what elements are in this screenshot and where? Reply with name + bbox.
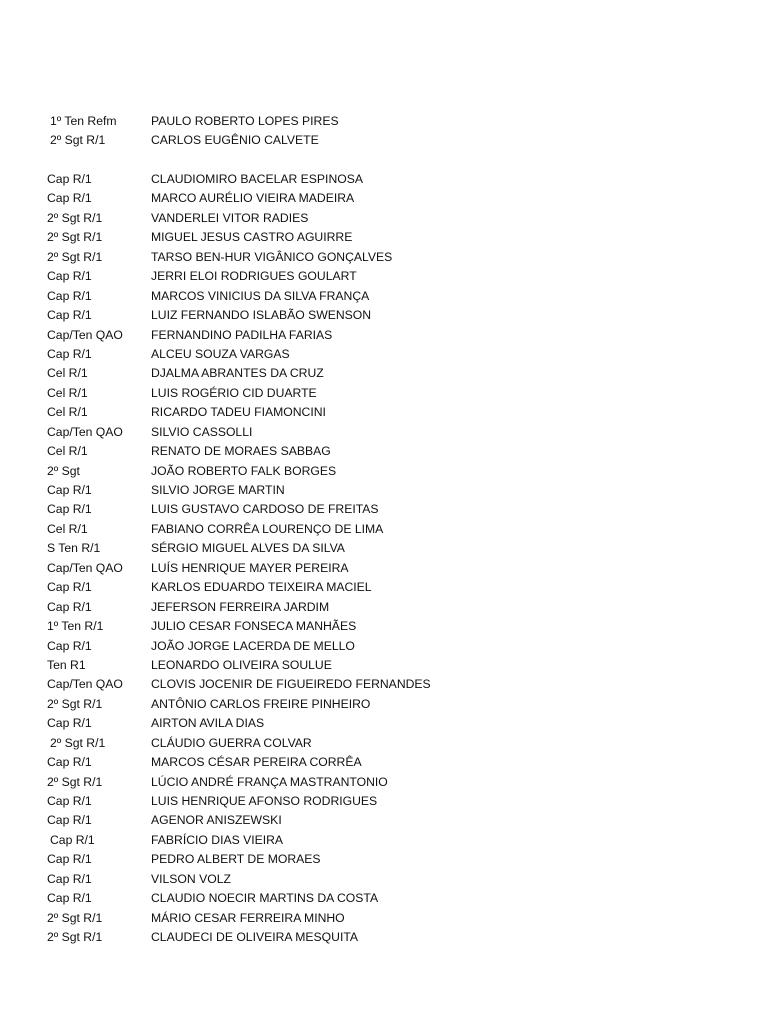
name-cell: LUIZ FERNANDO ISLABÃO SWENSON bbox=[151, 308, 372, 323]
list-item bbox=[47, 656, 727, 675]
name-cell: FABRÍCIO DIAS VIEIRA bbox=[151, 832, 284, 847]
name-cell: ANTÔNIO CARLOS FREIRE PINHEIRO bbox=[151, 696, 371, 711]
rank-cell: Cap/Ten QAO bbox=[47, 677, 123, 692]
name-cell: SILVIO CASSOLLI bbox=[151, 424, 253, 439]
rank-cell: Cap R/1 bbox=[47, 346, 92, 361]
name-cell: CLAUDECI DE OLIVEIRA MESQUITA bbox=[151, 930, 359, 945]
rank-cell: 2º Sgt R/1 bbox=[47, 210, 103, 225]
list-item bbox=[47, 481, 727, 500]
name-cell: RICARDO TADEU FIAMONCINI bbox=[151, 405, 326, 420]
list-item bbox=[47, 248, 727, 267]
rank-cell: Cap R/1 bbox=[47, 269, 92, 284]
list-item bbox=[47, 695, 727, 714]
list-item bbox=[47, 637, 727, 656]
rank-cell: Cel R/1 bbox=[47, 444, 88, 459]
name-cell: PEDRO ALBERT DE MORAES bbox=[151, 852, 321, 867]
list-item bbox=[47, 909, 727, 928]
name-cell: FABIANO CORRÊA LOURENÇO DE LIMA bbox=[151, 521, 384, 536]
list-item bbox=[47, 403, 727, 422]
name-cell: CLOVIS JOCENIR DE FIGUEIREDO FERNANDES bbox=[151, 677, 431, 692]
list-item bbox=[47, 928, 727, 947]
rank-cell: Cel R/1 bbox=[47, 366, 88, 381]
list-item bbox=[47, 345, 727, 364]
name-cell: JOÃO JORGE LACERDA DE MELLO bbox=[151, 638, 355, 653]
list-item bbox=[47, 520, 727, 539]
rank-cell: Cap R/1 bbox=[47, 716, 92, 731]
list-item bbox=[47, 539, 727, 558]
list-item bbox=[47, 617, 727, 636]
name-cell: CLAUDIO NOECIR MARTINS DA COSTA bbox=[151, 891, 379, 906]
list-item bbox=[47, 792, 727, 811]
name-cell: SILVIO JORGE MARTIN bbox=[151, 483, 285, 497]
rank-cell: Ten R1 bbox=[47, 657, 86, 672]
personnel-list-main bbox=[47, 170, 727, 948]
list-item bbox=[47, 811, 727, 830]
rank-cell: Cap/Ten QAO bbox=[47, 424, 123, 439]
list-item bbox=[47, 870, 727, 889]
list-item bbox=[47, 189, 727, 208]
rank-cell: Cel R/1 bbox=[47, 521, 88, 536]
name-cell: JOÃO ROBERTO FALK BORGES bbox=[151, 463, 337, 478]
name-cell: MARCOS VINICIUS DA SILVA FRANÇA bbox=[151, 288, 370, 303]
list-item bbox=[47, 462, 727, 481]
name-cell: LEONARDO OLIVEIRA SOULUE bbox=[151, 657, 332, 672]
name-cell: MÁRIO CESAR FERREIRA MINHO bbox=[151, 910, 345, 925]
rank-cell: Cap R/1 bbox=[47, 580, 92, 595]
list-item bbox=[47, 112, 727, 131]
list-item bbox=[47, 131, 727, 150]
name-cell: LUIS HENRIQUE AFONSO RODRIGUES bbox=[151, 794, 378, 808]
list-item bbox=[47, 578, 727, 597]
name-cell: LÚCIO ANDRÉ FRANÇA MASTRANTONIO bbox=[151, 774, 388, 789]
name-cell: RENATO DE MORAES SABBAG bbox=[151, 444, 331, 459]
list-item bbox=[47, 326, 727, 345]
rank-cell: S Ten R/1 bbox=[47, 541, 101, 556]
rank-cell: Cap R/1 bbox=[47, 502, 92, 517]
rank-cell: Cap R/1 bbox=[47, 172, 92, 186]
rank-cell: 2º Sgt R/1 bbox=[47, 249, 103, 264]
rank-cell: 2º Sgt R/1 bbox=[47, 774, 103, 789]
list-item bbox=[47, 287, 727, 306]
name-cell: SÉRGIO MIGUEL ALVES DA SILVA bbox=[151, 541, 345, 556]
list-item bbox=[47, 598, 727, 617]
rank-cell: Cap R/1 bbox=[47, 891, 92, 906]
rank-cell: 2º Sgt R/1 bbox=[50, 133, 106, 148]
list-item bbox=[47, 384, 727, 403]
rank-cell: 2º Sgt R/1 bbox=[47, 230, 103, 245]
list-item bbox=[47, 850, 727, 869]
rank-cell: Cap R/1 bbox=[47, 871, 92, 886]
list-item bbox=[47, 773, 727, 792]
list-item bbox=[47, 559, 727, 578]
list-item bbox=[47, 714, 727, 733]
name-cell: AIRTON AVILA DIAS bbox=[151, 716, 265, 731]
name-cell: ALCEU SOUZA VARGAS bbox=[151, 346, 290, 361]
name-cell: TARSO BEN-HUR VIGÂNICO GONÇALVES bbox=[151, 249, 393, 264]
rank-cell: Cel R/1 bbox=[47, 405, 88, 420]
name-cell: VANDERLEI VITOR RADIES bbox=[151, 210, 309, 225]
rank-cell: 2º Sgt R/1 bbox=[47, 696, 103, 711]
list-item bbox=[47, 170, 727, 189]
name-cell: JULIO CESAR FONSECA MANHÃES bbox=[151, 619, 357, 634]
name-cell: LUIS GUSTAVO CARDOSO DE FREITAS bbox=[151, 502, 379, 517]
list-item bbox=[47, 364, 727, 383]
name-cell: MARCOS CÉSAR PEREIRA CORRÊA bbox=[151, 755, 362, 770]
list-item bbox=[47, 734, 727, 753]
rank-cell: Cap R/1 bbox=[47, 794, 92, 808]
rank-cell: Cap R/1 bbox=[47, 755, 92, 770]
rank-cell: Cap R/1 bbox=[47, 483, 92, 497]
list-item bbox=[47, 228, 727, 247]
rank-cell: Cap R/1 bbox=[50, 832, 95, 847]
rank-cell: Cap R/1 bbox=[47, 813, 92, 828]
rank-cell: Cap R/1 bbox=[47, 599, 92, 614]
rank-cell: Cap R/1 bbox=[47, 638, 92, 653]
rank-cell: 2º Sgt R/1 bbox=[47, 910, 103, 925]
list-item bbox=[47, 753, 727, 772]
rank-cell: 1º Ten Refm bbox=[50, 114, 117, 128]
name-cell: CLÁUDIO GUERRA COLVAR bbox=[151, 735, 312, 750]
name-cell: JEFERSON FERREIRA JARDIM bbox=[151, 599, 330, 614]
rank-cell: Cap/Ten QAO bbox=[47, 327, 123, 342]
rank-cell: Cap R/1 bbox=[47, 308, 92, 323]
rank-cell: 2º Sgt R/1 bbox=[50, 735, 106, 750]
rank-cell: 2º Sgt R/1 bbox=[47, 930, 103, 945]
rank-cell: Cel R/1 bbox=[47, 385, 88, 400]
name-cell: FERNANDINO PADILHA FARIAS bbox=[151, 327, 333, 342]
personnel-list-top bbox=[47, 112, 727, 151]
name-cell: KARLOS EDUARDO TEIXEIRA MACIEL bbox=[151, 580, 372, 595]
list-item bbox=[47, 500, 727, 519]
list-item bbox=[47, 209, 727, 228]
rank-cell: 1º Ten R/1 bbox=[47, 619, 104, 634]
list-item bbox=[47, 267, 727, 286]
name-cell: AGENOR ANISZEWSKI bbox=[151, 813, 282, 828]
name-cell: DJALMA ABRANTES DA CRUZ bbox=[151, 366, 324, 381]
list-item bbox=[47, 442, 727, 461]
list-item bbox=[47, 306, 727, 325]
rank-cell: Cap R/1 bbox=[47, 288, 92, 303]
name-cell: LUÍS HENRIQUE MAYER PEREIRA bbox=[151, 560, 349, 575]
name-cell: CARLOS EUGÊNIO CALVETE bbox=[151, 133, 319, 148]
name-cell: JERRI ELOI RODRIGUES GOULART bbox=[151, 269, 357, 284]
name-cell: PAULO ROBERTO LOPES PIRES bbox=[151, 114, 339, 128]
rank-cell: 2º Sgt bbox=[47, 463, 80, 478]
name-cell: LUIS ROGÉRIO CID DUARTE bbox=[151, 385, 317, 400]
name-cell: CLAUDIOMIRO BACELAR ESPINOSA bbox=[151, 172, 363, 186]
list-item bbox=[47, 831, 727, 850]
list-item bbox=[47, 889, 727, 908]
rank-cell: Cap R/1 bbox=[47, 852, 92, 867]
name-cell: MIGUEL JESUS CASTRO AGUIRRE bbox=[151, 230, 353, 245]
list-item bbox=[47, 675, 727, 694]
name-cell: VILSON VOLZ bbox=[151, 871, 231, 886]
list-item bbox=[47, 423, 727, 442]
rank-cell: Cap/Ten QAO bbox=[47, 560, 123, 575]
rank-cell: Cap R/1 bbox=[47, 191, 92, 206]
name-cell: MARCO AURÉLIO VIEIRA MADEIRA bbox=[151, 191, 355, 206]
